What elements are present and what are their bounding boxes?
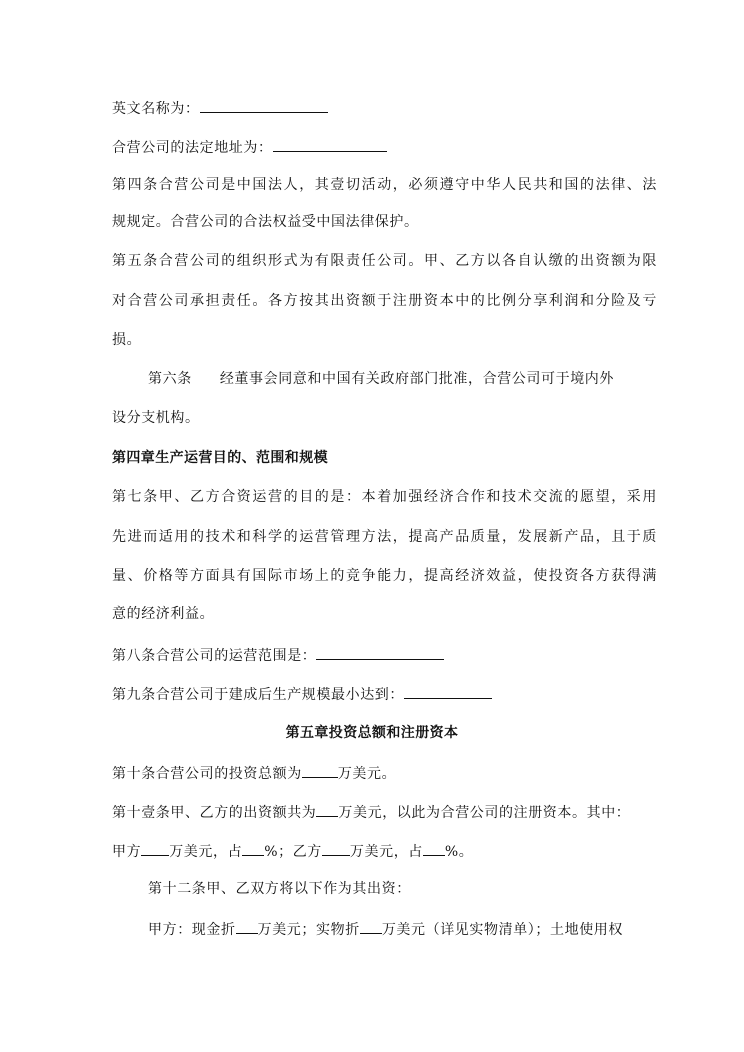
- article-8-label: 第八条合营公司的运营范围是：: [112, 648, 317, 664]
- article-12-line: 第十二条甲、乙双方将以下作为其出资：: [148, 881, 411, 897]
- article-5-line-2: 对合营公司承担责任。各方按其出资额于注册资本中的比例分享利润和分险及亏: [112, 293, 658, 309]
- article-9-line: [112, 684, 642, 704]
- party-b-percent-blank[interactable]: [423, 841, 445, 856]
- article-11-line-1: [112, 802, 642, 822]
- article-7-line-4: 意的经济利益。: [112, 606, 215, 622]
- article-7-line-3: 量、价格等方面具有国际市场上的竞争能力，提高经济效益，使投资各方获得满: [112, 568, 658, 584]
- article-11-post: 万美元，以此为合营公司的注册资本。其中：: [338, 805, 631, 821]
- article-10-line: [112, 763, 642, 783]
- investment-total-blank[interactable]: [302, 763, 338, 778]
- article-4-line-1: 第四条合营公司是中国法人，其壹切活动，必须遵守中华人民共和国的法律、法: [112, 177, 658, 193]
- party-a-unit: 万美元，占: [169, 844, 243, 860]
- party-a-percent-blank[interactable]: [242, 841, 264, 856]
- party-a-amount-blank[interactable]: [141, 841, 169, 856]
- article-4-line-2: 规规定。合营公司的合法权益受中国法律保护。: [112, 214, 419, 230]
- article-9-blank[interactable]: [404, 684, 492, 699]
- party-a-goods-blank[interactable]: [360, 919, 382, 934]
- party-a-goods-label: 万美元；实物折: [257, 922, 360, 938]
- article-11-pre: 第十壹条甲、乙方的出资额共为: [112, 805, 317, 821]
- article-10-pre: 第十条合营公司的投资总额为: [112, 766, 302, 782]
- article-8-line: [112, 645, 642, 665]
- party-a-cash-blank[interactable]: [236, 919, 258, 934]
- article-10-post: 万美元。: [337, 766, 397, 782]
- english-name-blank[interactable]: [200, 98, 328, 113]
- registered-capital-blank[interactable]: [316, 802, 338, 817]
- article-8-blank[interactable]: [316, 645, 444, 660]
- article-6-text: 经董事会同意和中国有关政府部门批准，合营公司可于境内外: [219, 371, 615, 387]
- article-5-line-1: 第五条合营公司的组织形式为有限责任公司。甲、乙方以各自认缴的出资额为限: [112, 253, 658, 269]
- article-9-label: 第九条合营公司于建成后生产规模最小达到：: [112, 687, 404, 703]
- party-a-cash-label: 甲方：现金折: [148, 922, 236, 938]
- party-b-unit: 万美元，占: [349, 844, 423, 860]
- party-b-amount-blank[interactable]: [322, 841, 350, 856]
- party-b-label: %；乙方: [264, 844, 322, 860]
- party-a-label: 甲方: [112, 844, 142, 860]
- chapter-5-heading: 第五章投资总额和注册资本: [285, 725, 459, 741]
- article-11-line-2: [112, 841, 642, 861]
- legal-address-line: [112, 137, 642, 157]
- english-name-line: [112, 98, 642, 118]
- english-name-label: 英文名称为：: [112, 101, 200, 117]
- article-5-line-3: 损。: [112, 332, 142, 348]
- article-12-party-a-line: [148, 919, 678, 939]
- article-7-line-2: 先进而适用的技术和科学的运营管理方法，提高产品质量，发展新产品，且于质: [112, 529, 658, 545]
- legal-address-label: 合营公司的法定地址为：: [112, 140, 273, 156]
- legal-address-blank[interactable]: [273, 137, 387, 152]
- article-6-line-2: 设分支机构。: [112, 410, 200, 426]
- party-b-percent-suffix: %。: [444, 844, 474, 860]
- article-6-line-1: [148, 370, 678, 388]
- chapter-4-heading: 第四章生产运营目的、范围和规模: [112, 450, 328, 466]
- article-7-line-1: 第七条甲、乙方合资运营的目的是：本着加强经济合作和技术交流的愿望，采用: [112, 489, 658, 505]
- party-a-land-label: 万美元（详见实物清单）；土地使用权: [381, 922, 624, 938]
- article-6-label: 第六条: [148, 371, 192, 387]
